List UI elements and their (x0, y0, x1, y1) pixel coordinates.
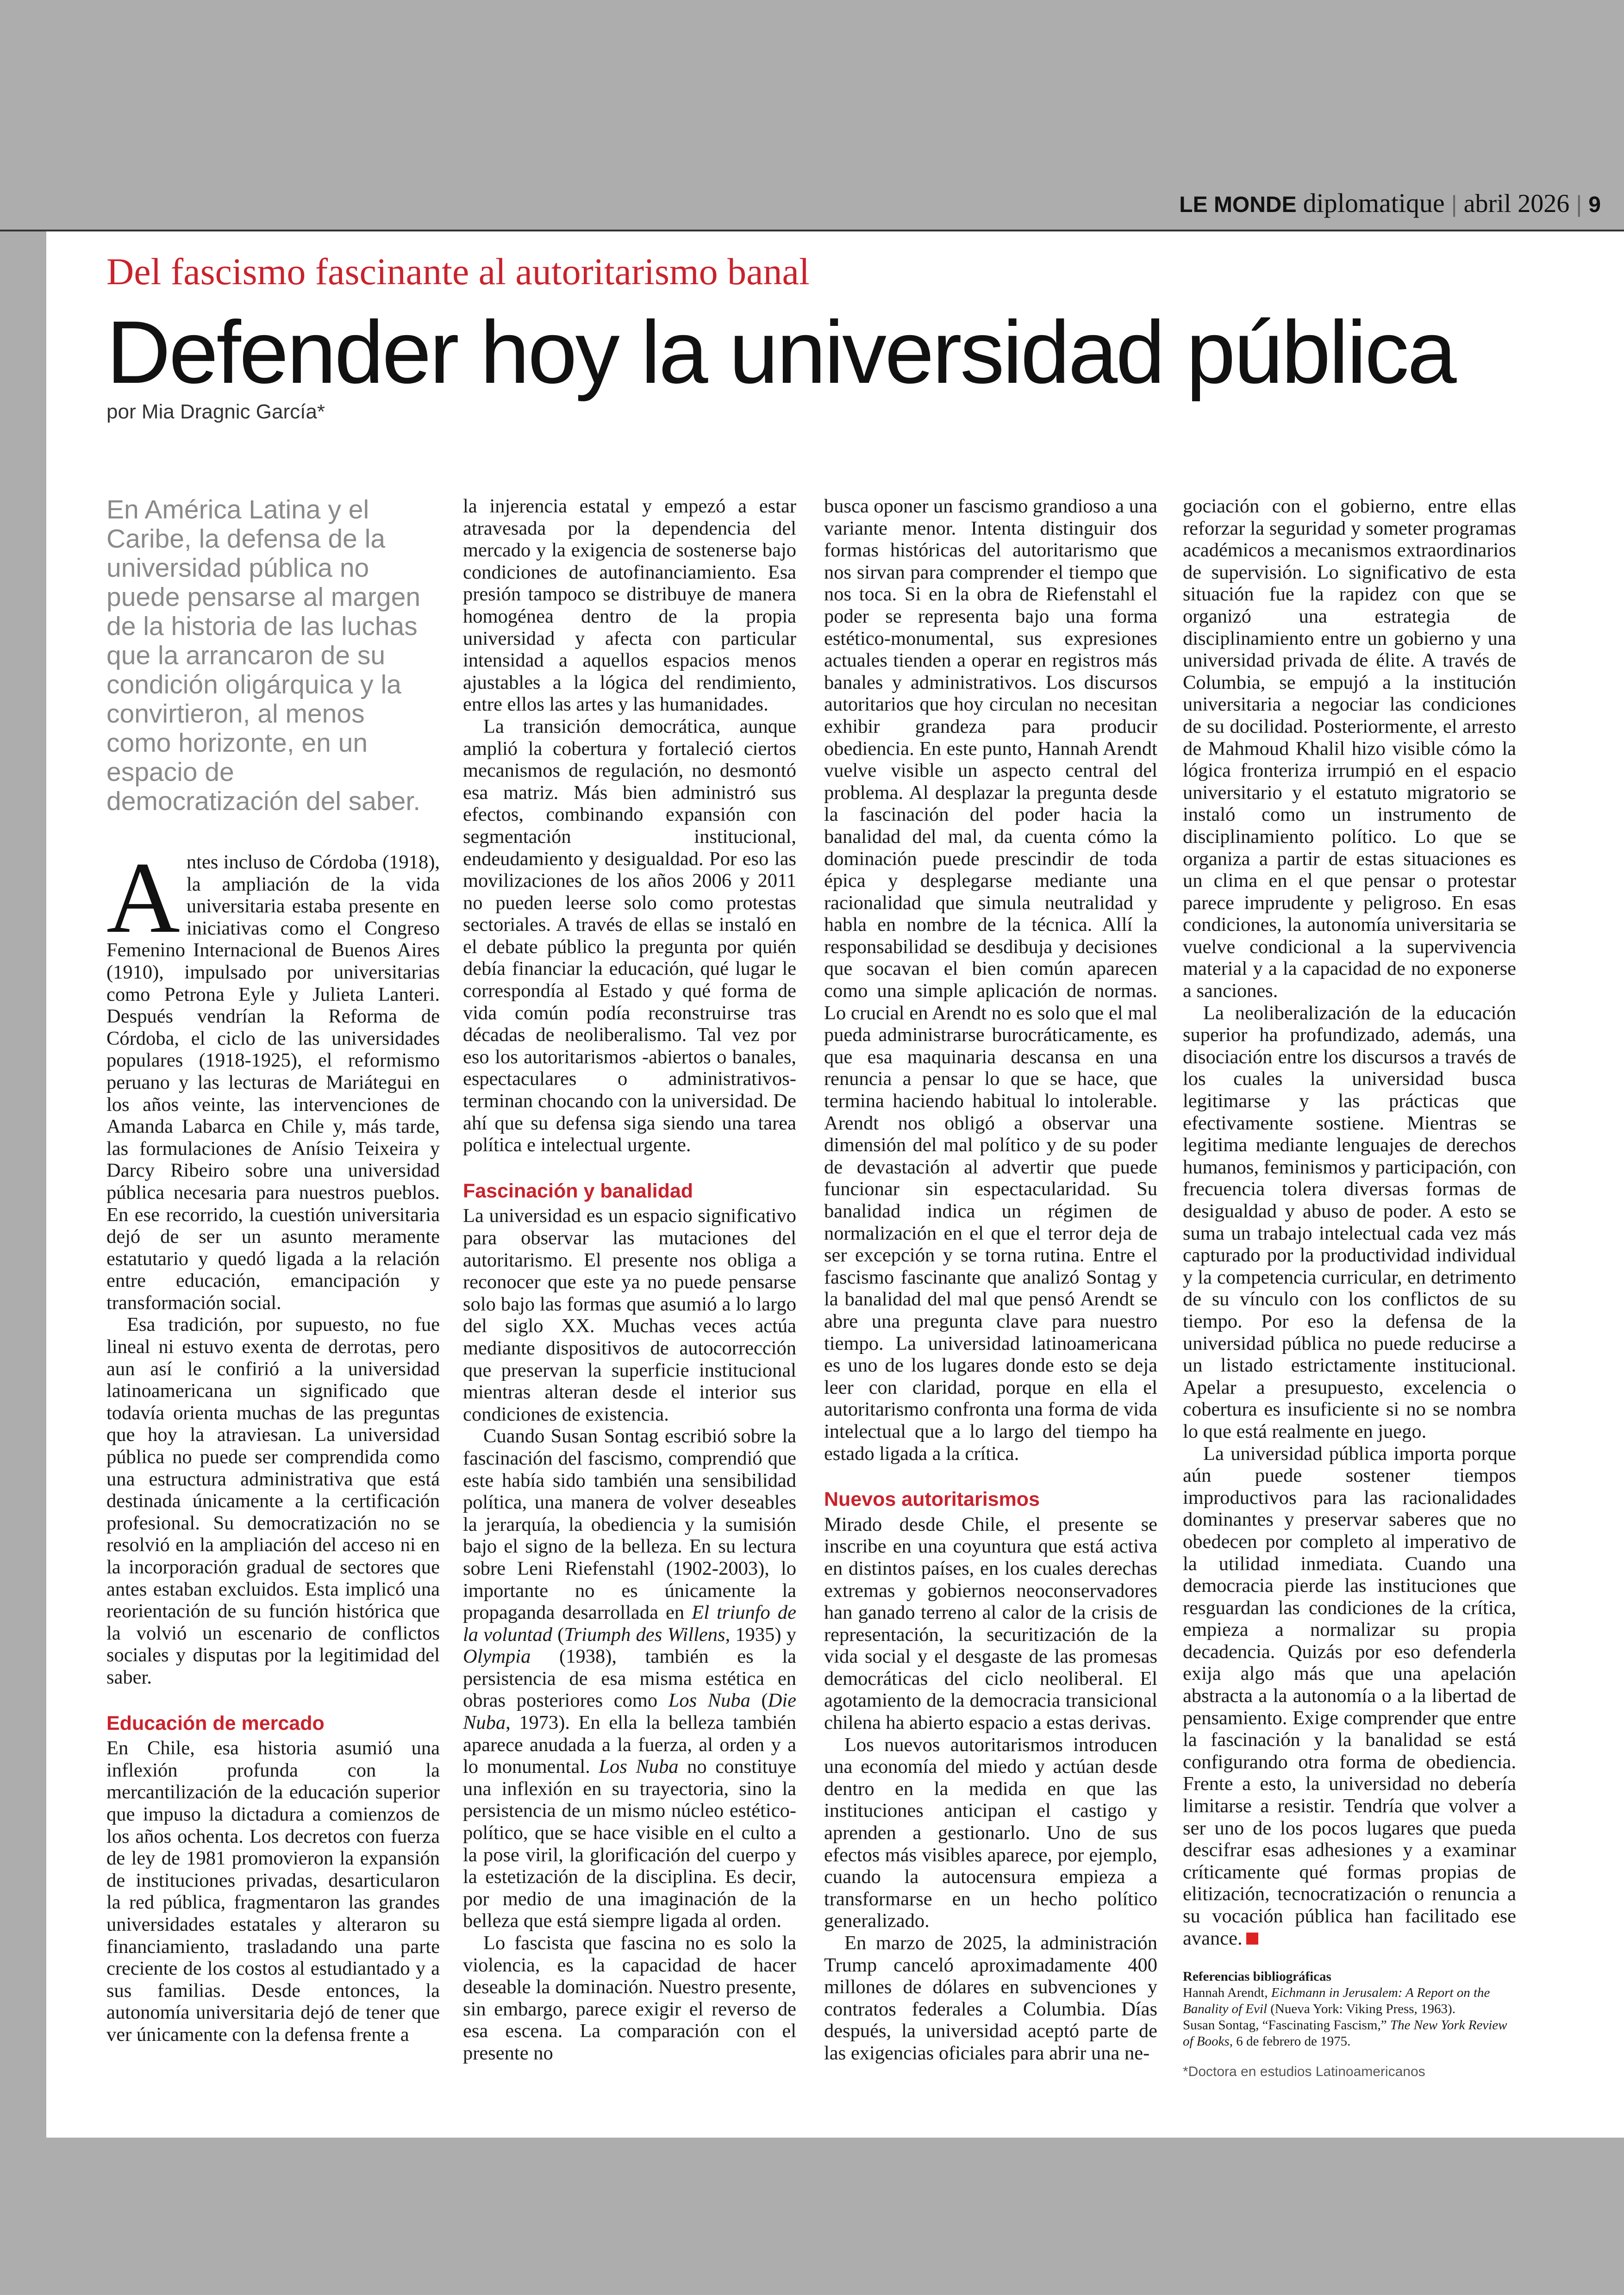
reference-detail: (Nueva York: Viking Press, 1963). (1267, 2002, 1455, 2017)
references (1183, 1969, 1516, 2050)
paragraph-text: ntes incluso de Córdoba (1918), la ampliación de la vida universitaria estaba presente en iniciativas como el Congreso Femenino Internacional de Buenos Aires (1910), impulsado por universitarias como Petrona Eyle y Julieta Lanteri. Después vendrían la Reforma de Córdoba, el ciclo de las universidades populares (1918-1925), el reformismo peruano y las lecturas de Mariátegui en los años veinte, las intervenciones de Amanda Labarca en Chile y, más tarde, las formulaciones de Anísio Teixeira y Darcy Ribeiro sobre una universidad pública necesaria para nuestros pueblos. En ese recorrido, la cuestión universitaria dejó de ser un asunto meramente estatutario y quedó ligada a la relación entre educación, emancipación y transformación social. (106, 851, 440, 1314)
paragraph: Lo fascista que fascina no es solo la violencia, es la capacidad de hacer deseable la dominación. Nuestro presente, sin embargo, parece exigir el reverso de esa escena. La comparación con el presente no (463, 1932, 796, 2064)
paragraph: Mirado desde Chile, el presente se inscribe en una coyuntura que está activa en distintos países, en los cuales derechas extremas y gobiernos neoconservadores han ganado terreno al calor de la crisis de representación, la securitización de la vida social y el desgaste de las promesas democráticas del ciclo neoliberal. El agotamiento de la democracia transicional chilena ha abierto espacio a estas derivas. (824, 1513, 1157, 1734)
end-mark-icon (1246, 1933, 1258, 1945)
page-number: 9 (1588, 193, 1601, 217)
reference-detail: , 6 de febrero de 1975. (1229, 2034, 1351, 2049)
paragraph (1183, 1443, 1516, 1950)
paragraph: busca oponer un fascismo grandioso a una variante menor. Intenta distinguir dos formas históricas del autoritarismo que nos sirvan para comprender el tiempo que nos toca. Si en la obra de Riefenstahl el poder se representa bajo una forma estético-monumental, sus expresiones actuales tienden a operar en registros más banales y administrativos. Los discursos autoritarios que hoy circulan no necesitan exhibir grandeza para producir obediencia. En este punto, Hannah Arendt vuelve visible un aspecto central del problema. Al desplazar la pregunta desde la fascinación del poder hacia la banalidad del mal, da cuenta cómo la dominación puede prescindir de toda épica y desplegarse mediante una racionalidad que simula neutralidad y habla en nombre de la técnica. Allí la responsabilidad se desdibuja y decisiones que socavan el bien común aparecen como una simple aplicación de normas. Lo crucial en Arendt no es solo que el mal pueda administrarse burocráticamente, es que esa maquinaria descansa en una renuncia a pensar lo que se hace, que termina haciendo habitual lo intolerable. Arendt nos obligó a observar una dimensión del mal político y de su poder de devastación al advertir que puede funcionar sin espectacularidad. Su banalidad indica un régimen de normalización en el que el terror deja de ser excepción y se torna rutina. Entre el fascismo fascinante que analizó Sontag y la banalidad del mal que pensó Arendt se abre una pregunta clave para nuestro tiempo. La universidad latinoamericana es uno de los lugares donde esto se deja leer con claridad, porque en ella el autoritarismo confronta una forma de vida intelectual que a lo largo del tiempo ha estado ligada a la crítica. (824, 495, 1157, 1465)
paragraph (106, 841, 440, 1314)
reference-author: Hannah Arendt, (1183, 1985, 1271, 2001)
reference-item (1183, 2017, 1516, 2050)
film-title: Die Nuba (463, 1690, 796, 1734)
author-note: *Doctora en estudios Latinoamericanos (1183, 2064, 1425, 2080)
paragraph: La universidad es un espacio significativo para observar las mutaciones del autoritarismo. El presente nos obliga a reconocer que este ya no puede pensarse solo bajo las formas que asumió a lo largo del siglo XX. Muchas veces actúa mediante dispositivos de autocorrección que preservan la superficie institucional mientras alteran desde el interior sus condiciones de existencia. (463, 1205, 796, 1425)
references-title: Referencias bibliográficas (1183, 1969, 1331, 1984)
paragraph-text: La universidad pública importa porque aún puede sostener tiempos improductivos para las racionalidades dominantes y preservar saberes que no obedecen por completo al imperativo de la utilidad inmediata. Cuando una democracia pierde las instituciones que resguardan las condiciones de la crítica, empieza a normalizar su propia decadencia. Quizás por eso defenderla exija algo más que una apelación abstracta a la autonomía o a la libertad de pensamiento. Exige comprender que entre la fascinación y la banalidad se está configurando otra forma de obediencia. Frente a esto, la universidad no debería limitarse a resistir. Tendría que volver a ser uno de los pocos lugares que pueda descifrar esas adhesiones y a examinar críticamente qué formas propias de elitización, tecnocratización o renuncia a su vocación pública han facilitado ese avance. (1183, 1442, 1516, 1949)
paragraph-text: , 1935) y (725, 1623, 796, 1646)
reference-title: Eichmann in Jerusalem: A Report on the Banality of Evil (1183, 1985, 1490, 2017)
masthead (1179, 187, 1601, 225)
paragraph: La transición democrática, aunque amplió la cobertura y fortaleció ciertos mecanismos de regulación, no desmontó esa matriz. Más bien administró sus efectos, combinando expansión con segmentación institucional, endeudamiento y desigualdad. Por eso las movilizaciones de los años 2006 y 2011 no pueden leerse solo como protestas sectoriales. A través de ellas se instaló en el debate público la pregunta por quién debía financiar la educación, qué lugar le correspondía al Estado y qué forma de vida común podía reconstruirse tras décadas de neoliberalismo. Tal vez por eso los autoritarismos -abiertos o banales, espectaculares o administrativos- terminan chocando con la universidad. De ahí que su defensa siga siendo una tarea política e intelectual urgente. (463, 715, 796, 1156)
film-title: Olympia (463, 1646, 531, 1668)
paragraph: la injerencia estatal y empezó a estar atravesada por la dependencia del mercado y la exigencia de sostenerse bajo condiciones de autofinanciamiento. Esa presión tampoco se distribuye de manera homogénea dentro de la propia universidad y afecta con particular intensidad a aquellos espacios menos ajustables a la lógica del rendimiento, entre ellos las artes y las humanidades. (463, 495, 796, 716)
film-title: Triumph des Willens (564, 1623, 725, 1646)
kicker: Del fascismo fascinante al autoritarismo banal (106, 250, 810, 293)
column-3 (824, 495, 1157, 2064)
paragraph: gociación con el gobierno, entre ellas reforzar la seguridad y someter programas académicos a mecanismos extraordinarios de supervisión. Lo significativo de esta situación fue la rapidez con que se organizó una estrategia de disciplinamiento entre un gobierno y una universidad privada de élite. A través de Columbia, se empujó a la institución universitaria a negociar las condiciones de su docilidad. Posteriormente, el arresto de Mahmoud Khalil hizo visible cómo la lógica fronteriza irrumpió en el espacio universitario y el estatuto migratorio se instaló como un instrumento de disciplinamiento político. Lo que se organiza a partir de estas situaciones es un clima en el que pensar o protestar parece imprudente y peligroso. En esas condiciones, la autonomía universitaria se vuelve condicional a la supervivencia material y a la capacidad de no exponerse a sanciones. (1183, 495, 1516, 1002)
subheading: Fascinación y banalidad (463, 1179, 693, 1202)
paragraph: En Chile, esa historia asumió una inflexión profunda con la mercantilización de la educación superior que impuso la dictadura a comienzos de los años ochenta. Los decretos con fuerza de ley de 1981 promovieron la expansión de instituciones privadas, desarticularon la red pública, fragmentaron las grandes universidades estatales y alteraron su financiamiento, trasladando una parte creciente de los costos al estudiantado y a sus familias. Desde entonces, la autonomía universitaria dejó de tener que ver únicamente con la defensa frente a (106, 1737, 440, 2046)
masthead-brand-sub: diplomatique (1303, 188, 1445, 218)
reference-author: Susan Sontag, “Fascinating Fascism,” (1183, 2018, 1390, 2033)
article-page (46, 231, 1624, 2138)
paragraph: La neoliberalización de la educación superior ha profundizado, además, una disociación entre los discursos a través de los cuales la universidad busca legitimarse y las prácticas que efectivamente sostiene. Mientras se legitima mediante lenguajes de derechos humanos, feminismos y participación, con frecuencia tolera diversas formas de desigualdad y abuso de poder. A esto se suma un trabajo intelectual cada vez más capturado por la productividad individual y la competencia curricular, en detrimento de su vínculo con los conflictos de su tiempo. Por eso la defensa de la universidad pública no puede reducirse a un listado estrictamente institucional. Apelar a presupuesto, excelencia o cobertura es insuficiente si no se nombra lo que está realmente en juego. (1183, 1002, 1516, 1442)
column-1 (106, 495, 440, 2046)
film-title: El triunfo de la voluntad (463, 1602, 796, 1646)
reference-title: The New York Review of Books (1183, 2018, 1507, 2049)
paragraph-text: Cuando Susan Sontag escribió sobre la fascinación del fascismo, comprendió que este había sido también una sensibilidad política, una manera de volver deseables la jerarquía, la obediencia y la sumisión bajo el signo de la belleza. En su lectura sobre Leni Riefenstahl (1902-2003), lo importante no es únicamente la propaganda desarrollada en (463, 1425, 796, 1624)
column-2 (463, 495, 796, 2064)
subheading: Nuevos autoritarismos (824, 1488, 1040, 1511)
masthead-brand: LE MONDE (1179, 193, 1297, 217)
paragraph-text: no constituye una inflexión en su trayectoria, sino la persistencia de un mismo núcleo estético-político, que se hace visible en el culto a la pose viril, la glorificación del cuerpo y la estetización de la disciplina. Es decir, por medio de una imaginación de la belleza que está siempre ligada al orden. (463, 1756, 796, 1932)
paragraph-text: (1938), también es la persistencia de esa misma estética en obras posteriores como (463, 1646, 796, 1712)
drop-cap: A (106, 841, 180, 954)
paragraph: Los nuevos autoritarismos introducen una economía del miedo y actúan desde dentro en la medida en que las instituciones anticipan el castigo y aprenden a gestionarlo. Uno de sus efectos más visibles aparece, por ejemplo, cuando la autocensura empieza a transformarse en un hecho político generalizado. (824, 1734, 1157, 1932)
page-title: Defender hoy la universidad pública (106, 302, 1455, 402)
film-title: Los Nuba (599, 1756, 679, 1778)
paragraph-text: , 1973). En ella la belleza también aparece anudada a la fuerza, al orden y a lo monumental. (463, 1712, 796, 1778)
paragraph: En marzo de 2025, la administración Trump canceló aproximadamente 400 millones de dólares en subvenciones y contratos federales a Columbia. Días después, la universidad aceptó parte de las exigencias oficiales para abrir una ne- (824, 1932, 1157, 2064)
reference-item (1183, 1985, 1516, 2017)
masthead-separator: | (1451, 191, 1457, 217)
film-title: Los Nuba (668, 1690, 750, 1712)
column-4 (1183, 495, 1516, 2083)
byline: por Mia Dragnic García* (106, 400, 325, 423)
paragraph: Esa tradición, por supuesto, no fue lineal ni estuvo exenta de derrotas, pero aun así le confirió a la universidad latinoamericana un significado que todavía orienta muchas de las preguntas que hoy la atraviesan. La universidad pública no puede ser comprendida como una estructura administrativa que está destinada únicamente a la certificación profesional. Su democratización no se resolvió en la ampliación del acceso ni en la incorporación gradual de sectores que antes estaban excluidos. Esta implicó una reorientación de su función histórica que la volvió un escenario de conflictos sociales y disputas por la legitimidad del saber. (106, 1314, 440, 1688)
paragraph-text: ( (552, 1623, 564, 1646)
masthead-separator: | (1576, 191, 1582, 217)
subheading: Educación de mercado (106, 1712, 325, 1734)
paragraph-text: ( (750, 1690, 768, 1712)
issue-date: abril 2026 (1463, 189, 1570, 218)
standfirst: En América Latina y el Caribe, la defensa de la universidad pública no puede pensarse al margen de la historia de las luchas que la arrancaron de su condición oligárquica y la convirtieron, al menos como horizonte, en un espacio de democratización del saber. (106, 495, 421, 816)
paragraph (463, 1425, 796, 1932)
